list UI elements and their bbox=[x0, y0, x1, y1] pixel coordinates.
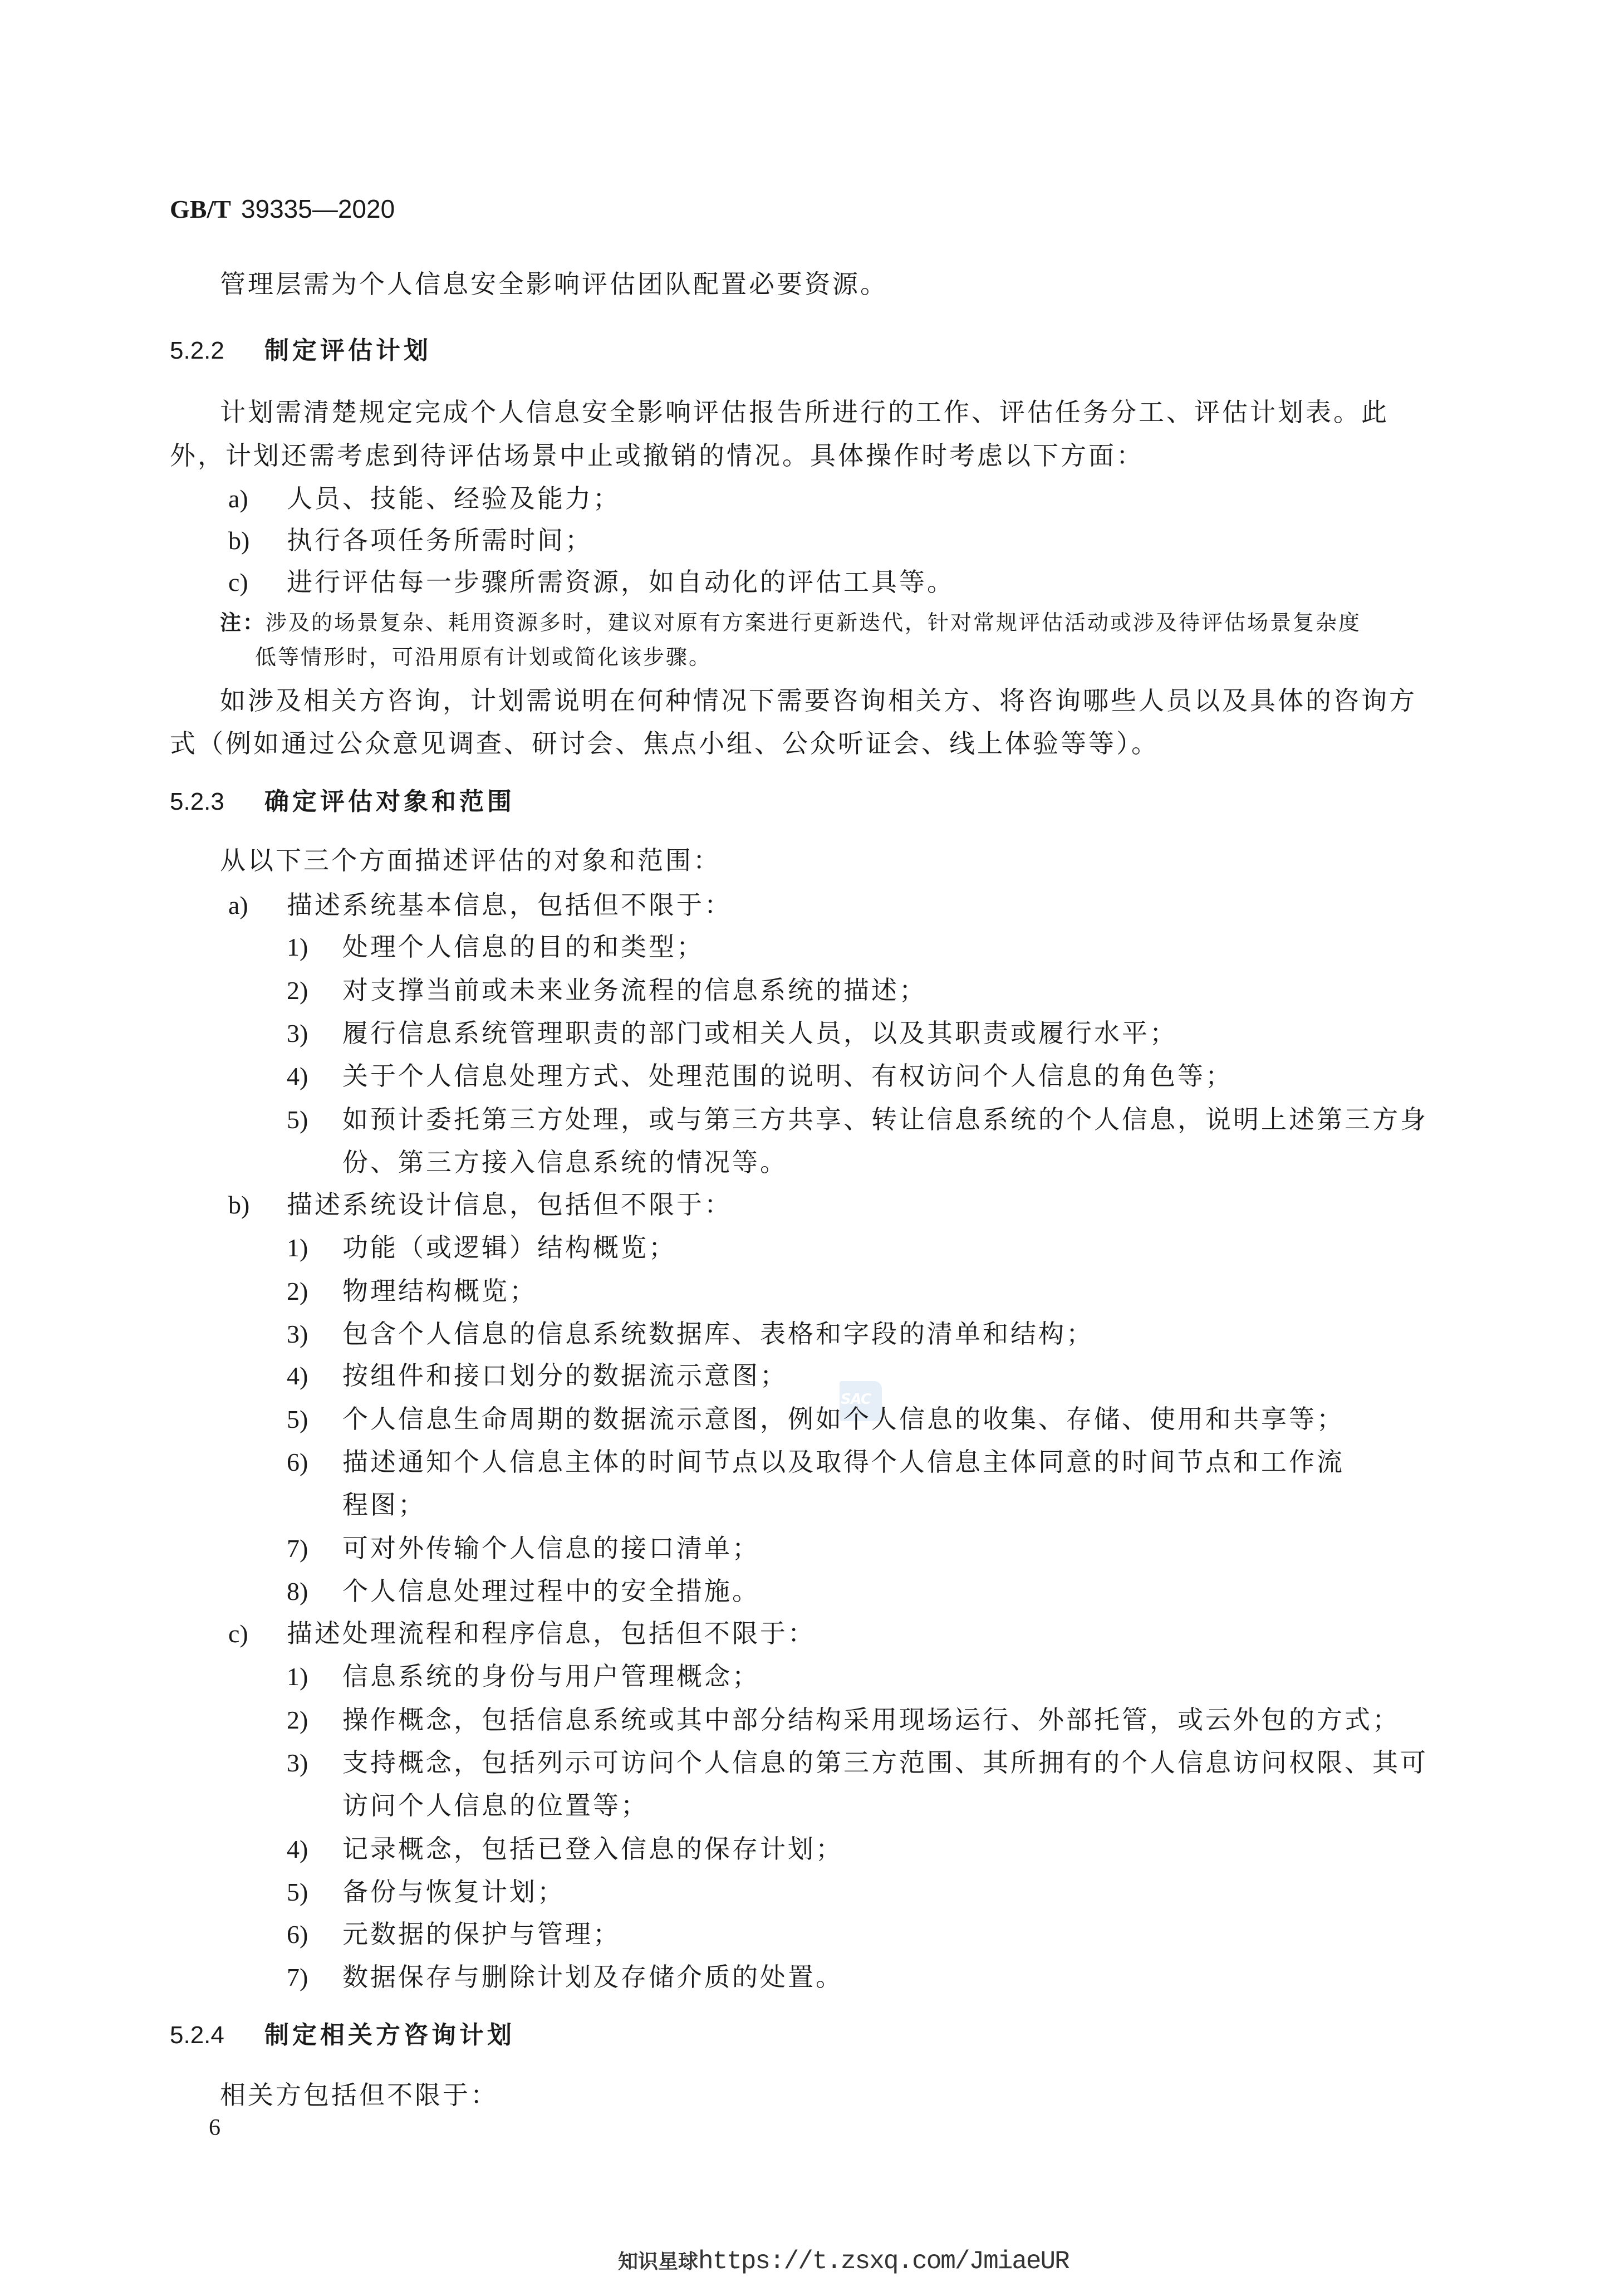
list-item-text: 元数据的保护与管理； bbox=[342, 1919, 621, 1949]
list-marker: 8) bbox=[287, 1577, 308, 1605]
list-item-text: 处理个人信息的目的和类型； bbox=[342, 932, 704, 962]
note-label: 注： bbox=[220, 610, 266, 635]
list-item-text: 进行评估每一步骤所需资源，如自动化的评估工具等。 bbox=[287, 567, 955, 597]
list-item bbox=[228, 482, 621, 515]
note-text: 涉及的场景复杂、耗用资源多时，建议对原有方案进行更新迭代，针对常规评估活动或涉及待评估场景复杂度 bbox=[266, 610, 1362, 635]
list-marker: 2) bbox=[287, 1706, 308, 1734]
footer-label: 知识星球 bbox=[618, 2250, 699, 2273]
sub-list-item bbox=[287, 1703, 1400, 1736]
sub-list-item bbox=[287, 1917, 621, 1951]
list-marker: 5) bbox=[287, 1105, 308, 1134]
list-marker: a) bbox=[228, 484, 248, 513]
section-number: 5.2.4 bbox=[170, 2021, 224, 2049]
sub-list-item bbox=[287, 1875, 565, 1908]
list-marker: 4) bbox=[287, 1362, 308, 1390]
paragraph-line: 相关方包括但不限于： bbox=[220, 2080, 498, 2110]
list-item-text: 包含个人信息的信息系统数据库、表格和字段的清单和结构； bbox=[342, 1319, 1094, 1349]
sub-list-item bbox=[287, 973, 927, 1007]
list-item-text: 描述系统基本信息，包括但不限于： bbox=[287, 890, 732, 920]
list-item-text: 记录概念，包括已登入信息的保存计划； bbox=[342, 1834, 843, 1864]
list-item-text: 如预计委托第三方处理，或与第三方共享、转让信息系统的个人信息，说明上述第三方身 bbox=[342, 1104, 1428, 1134]
section-number: 5.2.3 bbox=[170, 788, 224, 815]
section-heading-5-2-4 bbox=[170, 2019, 515, 2052]
sub-list-item bbox=[287, 1231, 676, 1264]
sub-list-item bbox=[287, 930, 704, 963]
list-item bbox=[228, 1617, 816, 1650]
list-item-text: 人员、技能、经验及能力； bbox=[287, 483, 621, 513]
list-item-text: 描述通知个人信息主体的时间节点以及取得个人信息主体同意的时间节点和工作流 bbox=[342, 1447, 1345, 1477]
list-marker: 3) bbox=[287, 1019, 308, 1047]
paragraph-line: 计划需清楚规定完成个人信息安全影响评估报告所进行的工作、评估任务分工、评估计划表。此 bbox=[220, 397, 1389, 427]
standard-header bbox=[170, 192, 395, 226]
list-marker: 7) bbox=[287, 1963, 308, 1991]
page-number: 6 bbox=[209, 2115, 220, 2141]
list-marker: b) bbox=[228, 1191, 250, 1219]
sub-list-item bbox=[287, 1103, 1428, 1136]
sub-list-item-continuation: 程图； bbox=[342, 1490, 426, 1520]
section-heading-5-2-3 bbox=[170, 785, 515, 819]
sub-list-item bbox=[287, 1402, 1345, 1436]
list-item-text: 支持概念，包括列示可访问个人信息的第三方范围、其所拥有的个人信息访问权限、其可 bbox=[342, 1747, 1428, 1778]
list-item bbox=[228, 565, 955, 599]
section-title: 制定评估计划 bbox=[264, 336, 431, 365]
paragraph-line: 式（例如通过公众意见调查、研讨会、焦点小组、公众听证会、线上体验等等）。 bbox=[170, 728, 1159, 758]
list-marker: 4) bbox=[287, 1062, 308, 1090]
sub-list-item bbox=[287, 1659, 760, 1693]
watermark-text: SAC bbox=[841, 1391, 871, 1408]
sub-list-item-continuation: 份、第三方接入信息系统的情况等。 bbox=[342, 1147, 788, 1177]
list-marker: b) bbox=[228, 526, 250, 555]
list-marker: 2) bbox=[287, 1277, 308, 1305]
sub-list-item bbox=[287, 1445, 1345, 1479]
list-item-text: 数据保存与删除计划及存储介质的处置。 bbox=[342, 1962, 843, 1992]
sub-list-item bbox=[287, 1016, 1177, 1050]
list-marker: 6) bbox=[287, 1448, 308, 1476]
sub-list-item bbox=[287, 1274, 537, 1308]
list-marker: 4) bbox=[287, 1835, 308, 1863]
section-heading-5-2-2 bbox=[170, 334, 431, 368]
list-item-text: 描述处理流程和程序信息，包括但不限于： bbox=[287, 1618, 816, 1648]
list-marker: a) bbox=[228, 891, 248, 919]
paragraph-line: 如涉及相关方咨询，计划需说明在何种情况下需要咨询相关方、将咨询哪些人员以及具体的咨询方 bbox=[220, 686, 1417, 716]
standard-number: 39335—2020 bbox=[241, 194, 395, 223]
note bbox=[220, 607, 1361, 638]
list-marker: 3) bbox=[287, 1749, 308, 1777]
list-marker: 2) bbox=[287, 976, 308, 1005]
footer-watermark bbox=[618, 2244, 1069, 2279]
list-marker: c) bbox=[228, 568, 248, 596]
list-item-text: 物理结构概览； bbox=[342, 1276, 537, 1306]
list-marker: 5) bbox=[287, 1878, 308, 1906]
note-continuation: 低等情形时，可沿用原有计划或简化该步骤。 bbox=[255, 645, 712, 669]
section-title: 制定相关方咨询计划 bbox=[264, 2021, 515, 2049]
footer-url: https://t.zsxq.com/JmiaeUR bbox=[698, 2247, 1069, 2276]
intro-paragraph: 管理层需为个人信息安全影响评估团队配置必要资源。 bbox=[220, 269, 888, 299]
list-marker: c) bbox=[228, 1619, 248, 1648]
list-marker: 3) bbox=[287, 1320, 308, 1348]
sub-list-item bbox=[287, 1574, 760, 1608]
section-title: 确定评估对象和范围 bbox=[264, 787, 515, 816]
list-marker: 1) bbox=[287, 1662, 308, 1691]
list-item-text: 功能（或逻辑）结构概览； bbox=[342, 1232, 676, 1262]
list-marker: 7) bbox=[287, 1534, 308, 1563]
paragraph-line: 从以下三个方面描述评估的对象和范围： bbox=[220, 845, 721, 875]
sub-list-item bbox=[287, 1359, 788, 1392]
list-item bbox=[228, 523, 593, 557]
list-item-text: 个人信息生命周期的数据流示意图，例如个人信息的收集、存储、使用和共享等； bbox=[342, 1404, 1345, 1434]
list-marker: 1) bbox=[287, 933, 308, 961]
list-item-text: 按组件和接口划分的数据流示意图； bbox=[342, 1360, 788, 1391]
list-item-text: 可对外传输个人信息的接口清单； bbox=[342, 1533, 760, 1563]
sub-list-item bbox=[287, 1832, 843, 1866]
sub-list-item bbox=[287, 1531, 760, 1565]
list-item bbox=[228, 1188, 732, 1221]
list-marker: 6) bbox=[287, 1920, 308, 1949]
list-item-text: 对支撑当前或未来业务流程的信息系统的描述； bbox=[342, 975, 927, 1005]
sub-list-item bbox=[287, 1317, 1094, 1350]
sub-list-item bbox=[287, 1059, 1233, 1093]
list-item-text: 备份与恢复计划； bbox=[342, 1877, 565, 1907]
list-item-text: 个人信息处理过程中的安全措施。 bbox=[342, 1576, 760, 1606]
sub-list-item bbox=[287, 1746, 1428, 1779]
list-item-text: 信息系统的身份与用户管理概念； bbox=[342, 1661, 760, 1691]
sub-list-item-continuation: 访问个人信息的位置等； bbox=[342, 1790, 649, 1820]
standard-prefix: GB/T bbox=[170, 195, 231, 223]
list-item-text: 关于个人信息处理方式、处理范围的说明、有权访问个人信息的角色等； bbox=[342, 1061, 1233, 1091]
sub-list-item bbox=[287, 1960, 843, 1994]
section-number: 5.2.2 bbox=[170, 337, 224, 364]
list-marker: 5) bbox=[287, 1405, 308, 1433]
list-item bbox=[228, 888, 732, 922]
list-item-text: 履行信息系统管理职责的部门或相关人员，以及其职责或履行水平； bbox=[342, 1018, 1177, 1048]
list-item-text: 操作概念，包括信息系统或其中部分结构采用现场运行、外部托管，或云外包的方式； bbox=[342, 1705, 1400, 1735]
list-item-text: 描述系统设计信息，包括但不限于： bbox=[287, 1189, 732, 1220]
list-marker: 1) bbox=[287, 1233, 308, 1262]
list-item-text: 执行各项任务所需时间； bbox=[287, 525, 593, 555]
paragraph-line: 外，计划还需考虑到待评估场景中止或撤销的情况。具体操作时考虑以下方面： bbox=[170, 440, 1144, 471]
